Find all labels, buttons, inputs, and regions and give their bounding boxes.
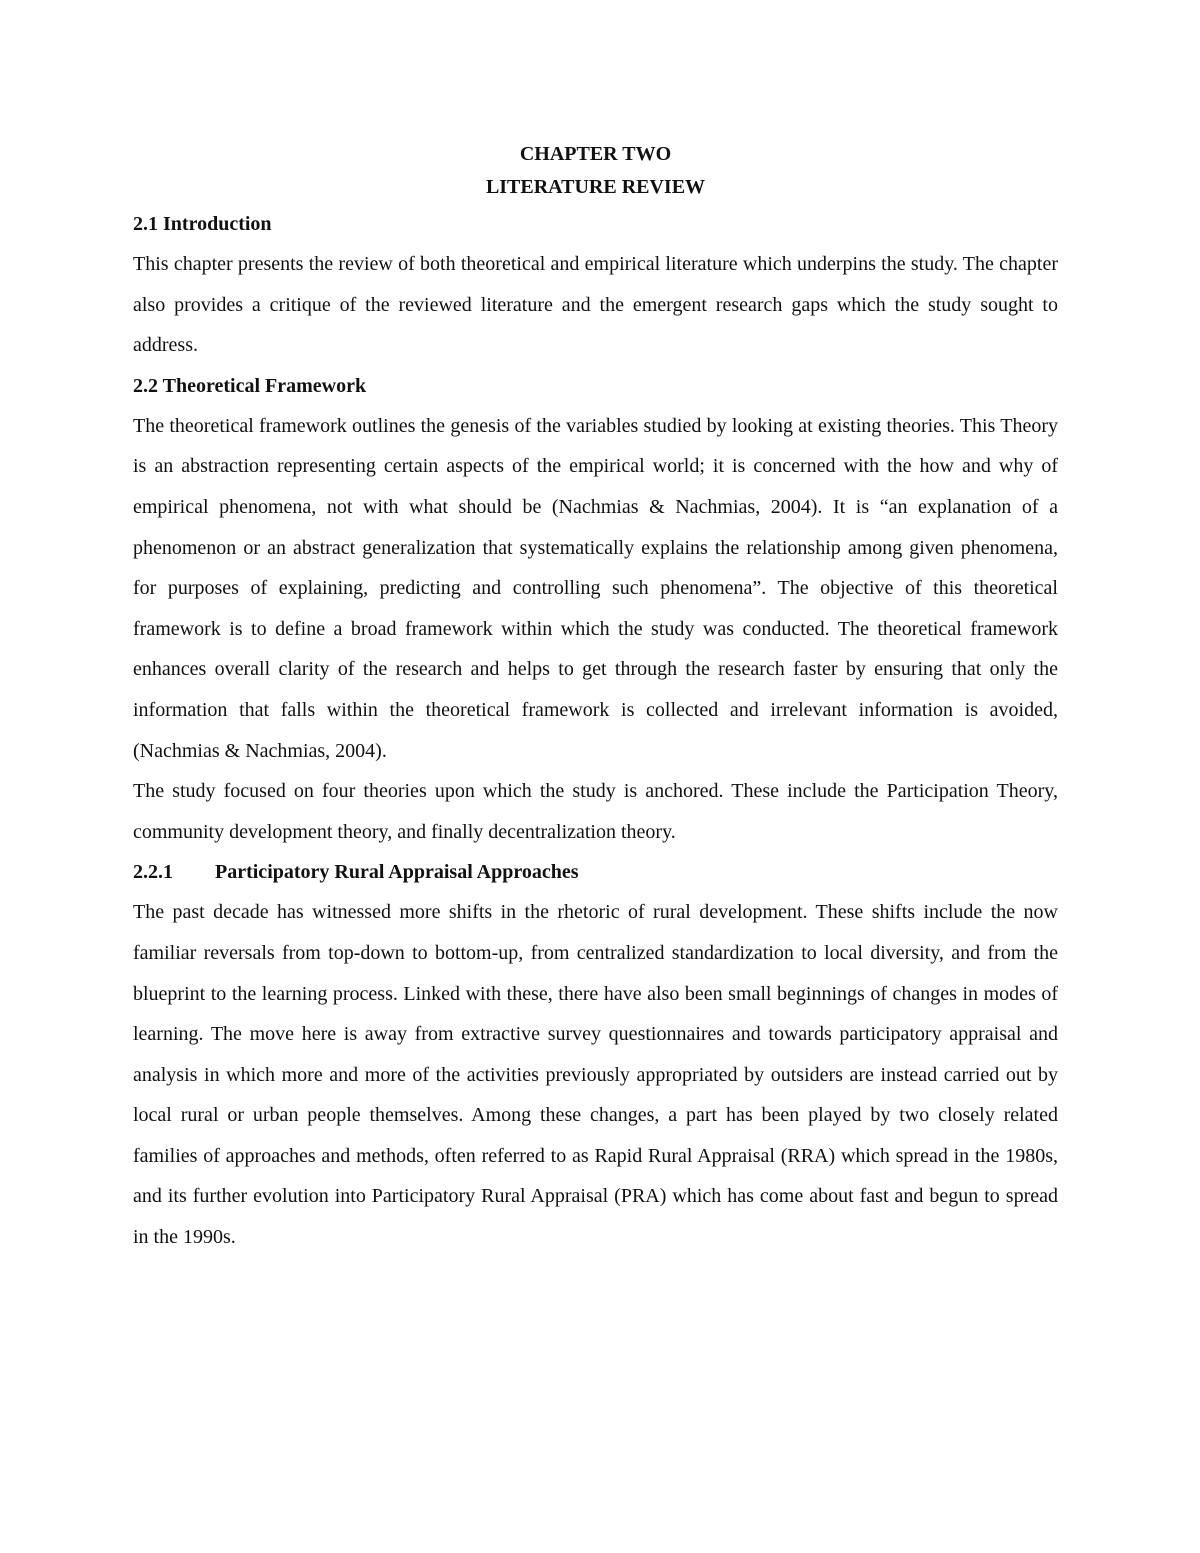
chapter-title: LITERATURE REVIEW: [485, 176, 706, 198]
chapter-number: CHAPTER TWO: [519, 143, 672, 165]
theories-focus-paragraph: The study focused on four theories upon which the study is anchored. These include the Participation Theory, community development theory, and finally decentralization theory.: [133, 780, 1058, 843]
subsection-number: 2.2.1: [133, 861, 173, 884]
section-heading-introduction: 2.1 Introduction: [133, 213, 272, 235]
document-page: [133, 138, 1058, 1258]
introduction-paragraph: This chapter presents the review of both theoretical and empirical literature which underpins the study. The chapter also provides a critique of the reviewed literature and the emergent research gaps which the study sought to address.: [133, 253, 1058, 357]
pra-paragraph: The past decade has witnessed more shifts in the rhetoric of rural development. These shifts include the now familiar reversals from top-down to bottom-up, from centralized standardization to local diversity, and from the blueprint to the learning process. Linked with these, there have also been small beginnings of changes in modes of learning. The move here is away from extractive survey questionnaires and towards participatory appraisal and analysis in which more and more of the activities previously appropriated by outsiders are instead carried out by local rural or urban people themselves. Among these changes, a part has been played by two closely related families of approaches and methods, often referred to as Rapid Rural Appraisal (RRA) which spread in the 1980s, and its further evolution into Participatory Rural Appraisal (PRA) which has come about fast and begun to spread in the 1990s.: [133, 901, 1058, 1249]
section-heading-theoretical-framework: 2.2 Theoretical Framework: [133, 374, 367, 397]
subsection-title: Participatory Rural Appraisal Approaches: [215, 861, 579, 884]
subsection-heading-pra: [133, 852, 1058, 892]
theoretical-framework-paragraph: The theoretical framework outlines the genesis of the variables studied by looking at existing theories. This Theory is an abstraction representing certain aspects of the empirical world; it is concerned with the how and why of empirical phenomena, not with what should be (Nachmias & Nachmias, 2004). It is “an explanation of a phenomenon or an abstract generalization that systematically explains the relationship among given phenomena, for purposes of explaining, predicting and controlling such phenomena”. The objective of this theoretical framework is to define a broad framework within which the study was conducted. The theoretical framework enhances overall clarity of the research and helps to get through the research faster by ensuring that only the information that falls within the theoretical framework is collected and irrelevant information is avoided, (Nachmias & Nachmias, 2004).: [133, 414, 1058, 762]
